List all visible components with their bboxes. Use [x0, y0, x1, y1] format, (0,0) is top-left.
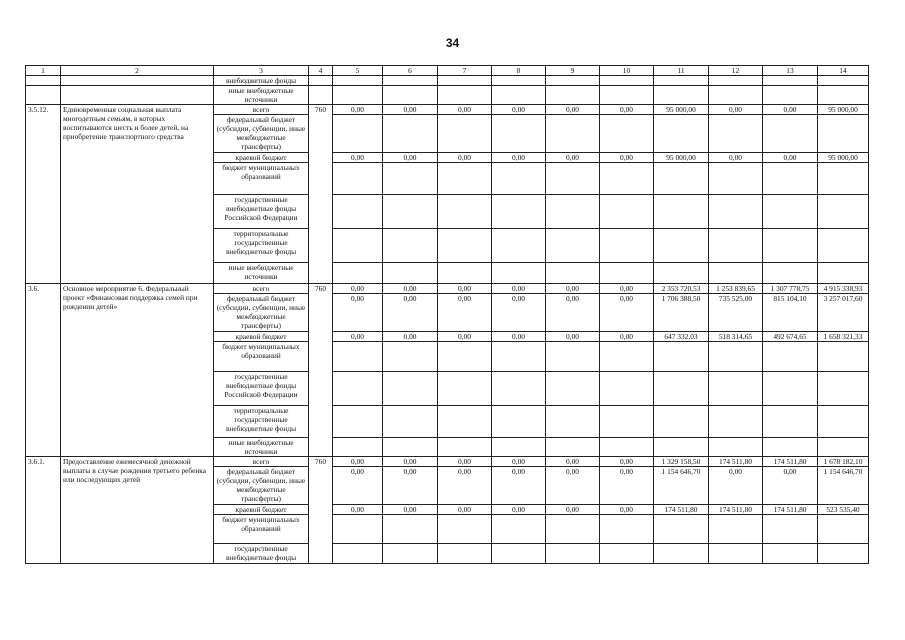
value-cell: [763, 406, 818, 438]
value-cell: [763, 115, 818, 153]
funding-source: краевой бюджет: [214, 332, 309, 342]
value-cell: [333, 163, 383, 195]
value-cell: [438, 406, 492, 438]
value-cell: [383, 195, 438, 229]
value-cell: 0,00: [438, 284, 492, 294]
value-cell: 1 307 778,75: [763, 284, 818, 294]
funding-source: краевой бюджет: [214, 153, 309, 163]
value-cell: 0,00: [383, 105, 438, 115]
value-cell: [333, 115, 383, 153]
funding-source: государственные внебюджетные фонды Российской Федерации: [214, 195, 309, 229]
table-row: [26, 86, 869, 105]
value-cell: [492, 195, 546, 229]
value-cell: [818, 372, 869, 406]
value-cell: 0,00: [383, 457, 438, 467]
column-header: 14: [818, 66, 869, 76]
value-cell: [383, 86, 438, 105]
value-cell: 0,00: [546, 153, 600, 163]
value-cell: 0,00: [709, 467, 763, 505]
value-cell: [763, 195, 818, 229]
value-cell: 0,00: [383, 153, 438, 163]
value-cell: [709, 544, 763, 564]
value-cell: [492, 406, 546, 438]
value-cell: [383, 406, 438, 438]
funding-source: всего: [214, 457, 309, 467]
value-cell: 0,00: [492, 284, 546, 294]
value-cell: 95 000,00: [818, 105, 869, 115]
value-cell: [654, 76, 709, 86]
value-cell: 0,00: [492, 457, 546, 467]
funding-source: всего: [214, 105, 309, 115]
value-cell: [654, 406, 709, 438]
value-cell: 0,00: [333, 284, 383, 294]
column-header: 13: [763, 66, 818, 76]
value-cell: 0,00: [546, 505, 600, 515]
value-cell: 174 511,80: [763, 505, 818, 515]
funding-source: иные внебюджетные источники: [214, 438, 309, 457]
column-header: 9: [546, 66, 600, 76]
column-header: 7: [438, 66, 492, 76]
value-cell: [818, 438, 869, 457]
value-cell: 0,00: [546, 332, 600, 342]
value-cell: 1 253 839,65: [709, 284, 763, 294]
column-number-row: [26, 66, 869, 76]
value-cell: 0,00: [492, 505, 546, 515]
value-cell: 0,00: [333, 505, 383, 515]
value-cell: [818, 195, 869, 229]
funding-source: иные внебюджетные источники: [214, 263, 309, 284]
value-cell: [546, 195, 600, 229]
value-cell: [438, 195, 492, 229]
value-cell: [383, 76, 438, 86]
value-cell: [492, 438, 546, 457]
value-cell: 0,00: [546, 457, 600, 467]
value-cell: 0,00: [763, 105, 818, 115]
value-cell: 0,00: [600, 105, 654, 115]
value-cell: 0,00: [438, 153, 492, 163]
value-cell: [818, 342, 869, 372]
value-cell: [709, 515, 763, 544]
value-cell: 1 678 182,10: [818, 457, 869, 467]
value-cell: [546, 544, 600, 564]
value-cell: 0,00: [333, 332, 383, 342]
value-cell: 0,00: [333, 457, 383, 467]
value-cell: [763, 86, 818, 105]
value-cell: [818, 163, 869, 195]
value-cell: [492, 163, 546, 195]
value-cell: 0,00: [438, 467, 492, 505]
value-cell: [383, 544, 438, 564]
table-row: [26, 457, 869, 467]
column-header: 8: [492, 66, 546, 76]
value-cell: [438, 372, 492, 406]
value-cell: 0,00: [438, 105, 492, 115]
value-cell: 1 658 321,33: [818, 332, 869, 342]
value-cell: 174 511,80: [763, 457, 818, 467]
value-cell: [492, 115, 546, 153]
value-cell: 174 511,80: [709, 505, 763, 515]
column-header: 1: [26, 66, 61, 76]
grbs-code: [309, 76, 333, 86]
value-cell: [438, 76, 492, 86]
value-cell: 0,00: [383, 332, 438, 342]
funding-source: бюджет муниципальных образований: [214, 515, 309, 544]
value-cell: [438, 115, 492, 153]
value-cell: 0,00: [600, 284, 654, 294]
value-cell: 0,00: [763, 467, 818, 505]
value-cell: [763, 515, 818, 544]
column-header: 5: [333, 66, 383, 76]
value-cell: 0,00: [709, 153, 763, 163]
value-cell: [333, 438, 383, 457]
value-cell: [818, 229, 869, 263]
value-cell: [709, 115, 763, 153]
value-cell: [654, 195, 709, 229]
value-cell: [654, 115, 709, 153]
funding-source: федеральный бюджет (субсидии, субвенции, иные межбюджетные трансферты): [214, 115, 309, 153]
value-cell: [600, 195, 654, 229]
value-cell: [763, 544, 818, 564]
value-cell: [654, 342, 709, 372]
value-cell: 0,00: [546, 467, 600, 505]
value-cell: [763, 229, 818, 263]
row-number: [26, 86, 61, 105]
value-cell: [333, 195, 383, 229]
value-cell: 0,00: [600, 294, 654, 332]
value-cell: [600, 515, 654, 544]
value-cell: [654, 86, 709, 105]
value-cell: 0,00: [383, 505, 438, 515]
value-cell: 174 511,80: [709, 457, 763, 467]
value-cell: [383, 115, 438, 153]
table-row: [26, 76, 869, 86]
value-cell: [818, 86, 869, 105]
value-cell: [600, 544, 654, 564]
row-number: [26, 76, 61, 86]
measure-name: Единовременная социальная выплата многодетным семьям, в которых воспитываются шесть и более детей, на приобретение транспортного средства: [61, 105, 214, 284]
value-cell: [492, 86, 546, 105]
value-cell: [546, 372, 600, 406]
value-cell: [654, 163, 709, 195]
value-cell: 0,00: [383, 467, 438, 505]
measure-name: Предоставление ежемесячной денежной выплаты в случае рождения третьего ребенка или последующих детей: [61, 457, 214, 564]
value-cell: [654, 229, 709, 263]
value-cell: [333, 86, 383, 105]
value-cell: [492, 229, 546, 263]
row-number: 3.6.: [26, 284, 61, 457]
value-cell: [600, 342, 654, 372]
value-cell: [492, 263, 546, 284]
value-cell: [654, 263, 709, 284]
value-cell: 518 314,65: [709, 332, 763, 342]
value-cell: [546, 342, 600, 372]
value-cell: 0,00: [546, 294, 600, 332]
value-cell: 0,00: [709, 105, 763, 115]
value-cell: 0,00: [333, 105, 383, 115]
value-cell: 0,00: [333, 153, 383, 163]
value-cell: [333, 229, 383, 263]
value-cell: [383, 372, 438, 406]
value-cell: [546, 263, 600, 284]
value-cell: [600, 372, 654, 406]
value-cell: [438, 515, 492, 544]
value-cell: [383, 229, 438, 263]
table-row: [26, 284, 869, 294]
value-cell: [383, 438, 438, 457]
value-cell: [333, 342, 383, 372]
value-cell: [333, 515, 383, 544]
value-cell: [600, 76, 654, 86]
value-cell: [383, 263, 438, 284]
value-cell: 0,00: [546, 284, 600, 294]
value-cell: [818, 263, 869, 284]
value-cell: [383, 515, 438, 544]
value-cell: [709, 76, 763, 86]
value-cell: 95 000,00: [654, 153, 709, 163]
value-cell: 95 000,00: [654, 105, 709, 115]
value-cell: [333, 406, 383, 438]
grbs-code: 760: [309, 105, 333, 284]
value-cell: [600, 115, 654, 153]
value-cell: [383, 163, 438, 195]
funding-source: федеральный бюджет (субсидии, субвенции, иные межбюджетные трансферты): [214, 294, 309, 332]
value-cell: [600, 438, 654, 457]
value-cell: [438, 229, 492, 263]
funding-source: краевой бюджет: [214, 505, 309, 515]
value-cell: [600, 229, 654, 263]
funding-source: государственные внебюджетные фонды: [214, 544, 309, 564]
column-header: 4: [309, 66, 333, 76]
value-cell: 95 000,00: [818, 153, 869, 163]
value-cell: 2 353 720,53: [654, 284, 709, 294]
value-cell: [546, 163, 600, 195]
value-cell: 0,00: [492, 467, 546, 505]
value-cell: 0,00: [383, 284, 438, 294]
value-cell: [546, 115, 600, 153]
grbs-code: 760: [309, 457, 333, 564]
budget-table: [25, 65, 869, 564]
value-cell: 0,00: [600, 505, 654, 515]
value-cell: [600, 263, 654, 284]
value-cell: 523 535,40: [818, 505, 869, 515]
value-cell: 0,00: [600, 332, 654, 342]
value-cell: 0,00: [492, 332, 546, 342]
value-cell: [546, 438, 600, 457]
grbs-code: [309, 86, 333, 105]
value-cell: [709, 342, 763, 372]
value-cell: [492, 76, 546, 86]
value-cell: [709, 229, 763, 263]
value-cell: [654, 438, 709, 457]
table-body: [26, 66, 869, 564]
value-cell: 0,00: [438, 457, 492, 467]
value-cell: [818, 406, 869, 438]
value-cell: [546, 86, 600, 105]
value-cell: [763, 342, 818, 372]
value-cell: 1 154 646,70: [818, 467, 869, 505]
value-cell: [818, 515, 869, 544]
value-cell: [600, 406, 654, 438]
value-cell: [600, 86, 654, 105]
funding-source: иные внебюджетные источники: [214, 86, 309, 105]
value-cell: [763, 163, 818, 195]
value-cell: 1 154 646,70: [654, 467, 709, 505]
value-cell: 174 511,80: [654, 505, 709, 515]
value-cell: 0,00: [763, 153, 818, 163]
value-cell: [709, 372, 763, 406]
page-number: 34: [445, 36, 460, 50]
row-number: 3.5.12.: [26, 105, 61, 284]
grbs-code: 760: [309, 284, 333, 457]
value-cell: [546, 76, 600, 86]
value-cell: [492, 342, 546, 372]
value-cell: [438, 544, 492, 564]
value-cell: 0,00: [600, 467, 654, 505]
measure-name: [61, 76, 214, 86]
value-cell: 0,00: [383, 294, 438, 332]
funding-source: всего: [214, 284, 309, 294]
value-cell: 0,00: [492, 294, 546, 332]
funding-source: бюджет муниципальных образований: [214, 163, 309, 195]
value-cell: 0,00: [438, 505, 492, 515]
measure-name: Основное мероприятие 6. Федеральный проект «Финансовая поддержка семей при рождении детей»: [61, 284, 214, 457]
value-cell: 0,00: [438, 332, 492, 342]
value-cell: [709, 195, 763, 229]
column-header: 6: [383, 66, 438, 76]
value-cell: [438, 438, 492, 457]
value-cell: 0,00: [333, 467, 383, 505]
value-cell: [654, 544, 709, 564]
funding-source: федеральный бюджет (субсидии, субвенции, иные межбюджетные трансферты): [214, 467, 309, 505]
table-row: [26, 105, 869, 115]
funding-source: бюджет муниципальных образований: [214, 342, 309, 372]
value-cell: [763, 438, 818, 457]
value-cell: 1 706 388,50: [654, 294, 709, 332]
value-cell: 492 674,65: [763, 332, 818, 342]
value-cell: 0,00: [333, 294, 383, 332]
value-cell: [492, 372, 546, 406]
value-cell: [546, 406, 600, 438]
value-cell: [818, 544, 869, 564]
value-cell: 0,00: [492, 153, 546, 163]
value-cell: [333, 76, 383, 86]
value-cell: 0,00: [438, 294, 492, 332]
value-cell: [763, 372, 818, 406]
value-cell: 0,00: [546, 105, 600, 115]
funding-source: территориальные государственные внебюджетные фонды: [214, 229, 309, 263]
funding-source: территориальные государственные внебюджетные фонды: [214, 406, 309, 438]
value-cell: [709, 263, 763, 284]
value-cell: 0,00: [600, 457, 654, 467]
value-cell: 735 525,00: [709, 294, 763, 332]
value-cell: [492, 544, 546, 564]
value-cell: 0,00: [600, 153, 654, 163]
value-cell: [709, 86, 763, 105]
value-cell: 4 915 338,93: [818, 284, 869, 294]
value-cell: [654, 515, 709, 544]
value-cell: 647 332,03: [654, 332, 709, 342]
value-cell: [546, 229, 600, 263]
value-cell: [546, 515, 600, 544]
column-header: 12: [709, 66, 763, 76]
column-header: 10: [600, 66, 654, 76]
value-cell: [383, 342, 438, 372]
value-cell: [709, 438, 763, 457]
row-number: 3.6.1.: [26, 457, 61, 564]
column-header: 3: [214, 66, 309, 76]
value-cell: [763, 76, 818, 86]
funding-source: внебюджетные фонды: [214, 76, 309, 86]
value-cell: [818, 115, 869, 153]
value-cell: [438, 163, 492, 195]
value-cell: 0,00: [492, 105, 546, 115]
value-cell: [438, 342, 492, 372]
column-header: 2: [61, 66, 214, 76]
value-cell: [709, 406, 763, 438]
funding-source: государственные внебюджетные фонды Российской Федерации: [214, 372, 309, 406]
value-cell: 815 104,10: [763, 294, 818, 332]
value-cell: [600, 163, 654, 195]
value-cell: [654, 372, 709, 406]
value-cell: 1 329 158,50: [654, 457, 709, 467]
value-cell: [709, 163, 763, 195]
value-cell: 3 257 017,60: [818, 294, 869, 332]
value-cell: [438, 86, 492, 105]
value-cell: [818, 76, 869, 86]
value-cell: [492, 515, 546, 544]
value-cell: [333, 263, 383, 284]
measure-name: [61, 86, 214, 105]
value-cell: [333, 544, 383, 564]
value-cell: [763, 263, 818, 284]
column-header: 11: [654, 66, 709, 76]
value-cell: [438, 263, 492, 284]
value-cell: [333, 372, 383, 406]
